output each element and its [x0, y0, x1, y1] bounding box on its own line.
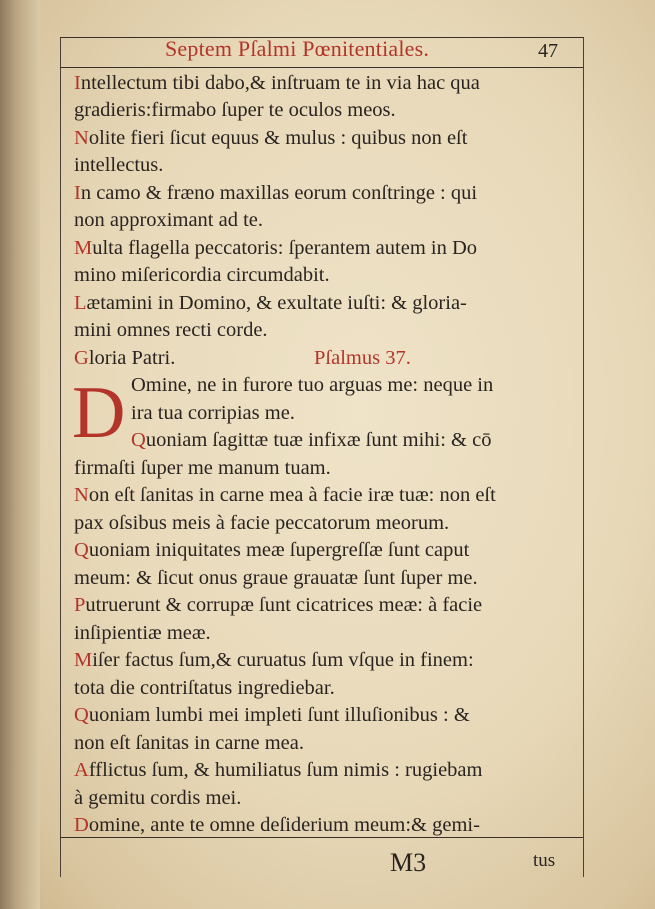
verse-text: ætamini in Domino, & exultate iuſti: & gloria- — [86, 292, 467, 314]
verse-line — [74, 292, 467, 315]
verse-text: intellectus. — [74, 154, 164, 176]
page-number: 47 — [538, 40, 558, 62]
psalm-line — [74, 457, 331, 480]
verse-initial: G — [74, 347, 89, 369]
verse-initial: I — [74, 72, 81, 94]
psalm-line — [74, 787, 241, 810]
psalm-text: non eſt ſanitas in carne mea. — [74, 732, 304, 754]
verse-line — [74, 209, 263, 232]
verse-initial: A — [74, 759, 89, 781]
psalm-text: firmaſti ſuper me manum tuam. — [74, 457, 331, 479]
verse-text: loria Patri. — [88, 347, 176, 369]
binding-gutter — [0, 0, 40, 909]
psalm-line — [74, 622, 211, 645]
psalm-line — [131, 429, 491, 452]
verse-initial: N — [74, 484, 89, 506]
psalm-line — [74, 567, 478, 590]
verse-line — [74, 127, 467, 150]
verse-initial: P — [74, 594, 86, 616]
psalm-text: tota die contriſtatus ingrediebar. — [74, 677, 335, 699]
psalm-text: ira tua corripias me. — [131, 402, 295, 424]
psalm-line — [74, 732, 304, 755]
verse-line — [74, 319, 268, 342]
psalm-text: uoniam iniquitates meæ ſupergreſſæ ſunt caput — [88, 539, 470, 561]
verse-text: non approximant ad te. — [74, 209, 264, 231]
verse-text: olite fieri ſicut equus & mulus : quibus non eſt — [88, 127, 468, 149]
verse-initial: Q — [74, 704, 89, 726]
psalm-text: omine, ante te omne deſiderium meum:& gemi- — [88, 814, 480, 836]
psalm-line — [74, 539, 469, 562]
psalm-line — [74, 814, 480, 837]
verse-line — [74, 154, 163, 177]
catchword: tus — [533, 850, 556, 871]
psalm-text: Omine, ne in furore tuo arguas me: neque in — [131, 374, 494, 396]
verse-initial: D — [74, 814, 89, 836]
verse-line — [74, 264, 330, 287]
psalm-text: inſipientiæ meæ. — [74, 622, 211, 644]
verse-line — [74, 99, 396, 122]
psalm-text: iſer factus ſum,& curuatus ſum vſque in finem: — [92, 649, 474, 671]
verse-initial: L — [74, 292, 87, 314]
psalm-line — [74, 759, 482, 782]
psalm-line — [74, 484, 496, 507]
drop-initial: D — [72, 372, 126, 454]
psalm-text: meum: & ſicut onus graue grauatæ ſunt ſuper me. — [74, 567, 478, 589]
verse-text: ntellectum tibi dabo,& inſtruam te in via hac qua — [80, 72, 480, 94]
verse-text: mini omnes recti corde. — [74, 319, 268, 341]
psalm-line — [74, 704, 470, 727]
running-head: Septem Pſalmi Pœnitentiales. — [165, 36, 430, 61]
psalm-line — [74, 594, 482, 617]
verse-text: gradieris:firmabo ſuper te oculos meos. — [74, 99, 396, 121]
psalm-text: on eſt ſanitas in carne mea à facie iræ tuæ: non eſt — [88, 484, 496, 506]
psalm-text: à gemitu cordis mei. — [74, 787, 242, 809]
verse-initial: Q — [131, 429, 146, 451]
psalm-text: pax oſsibus meis à facie peccatorum meorum. — [74, 512, 450, 534]
psalm-line — [74, 512, 449, 535]
psalm-line — [74, 649, 474, 672]
verse-initial: M — [74, 649, 93, 671]
signature-mark: M3 — [390, 848, 427, 877]
psalm-line — [131, 374, 493, 397]
verse-initial: Q — [74, 539, 89, 561]
header-rule — [60, 67, 583, 68]
verse-line — [74, 237, 477, 260]
verse-text: n camo & fræno maxillas eorum conſtringe : qui — [80, 182, 478, 204]
verse-initial: I — [74, 182, 81, 204]
psalm-heading: Pſalmus 37. — [314, 347, 411, 369]
verse-text: ulta flagella peccatoris: ſperantem autem in Do — [92, 237, 478, 259]
verse-line — [74, 347, 411, 370]
verse-text: mino miſericordia circumdabit. — [74, 264, 330, 286]
psalm-text: utruerunt & corrupæ ſunt cicatrices meæ: à facie — [85, 594, 483, 616]
psalm-text: fflictus ſum, & humiliatus ſum nimis : rugiebam — [88, 759, 483, 781]
psalm-text: uoniam lumbi mei impleti ſunt illuſionibus : & — [88, 704, 470, 726]
verse-initial: M — [74, 237, 93, 259]
psalm-text: uoniam ſagittæ tuæ infixæ ſunt mihi: & cō — [145, 429, 492, 451]
psalm-line — [74, 677, 335, 700]
verse-line — [74, 182, 477, 205]
verse-initial: N — [74, 127, 89, 149]
psalm-line — [131, 402, 295, 425]
verse-line — [74, 72, 480, 95]
footer-rule — [60, 837, 583, 838]
